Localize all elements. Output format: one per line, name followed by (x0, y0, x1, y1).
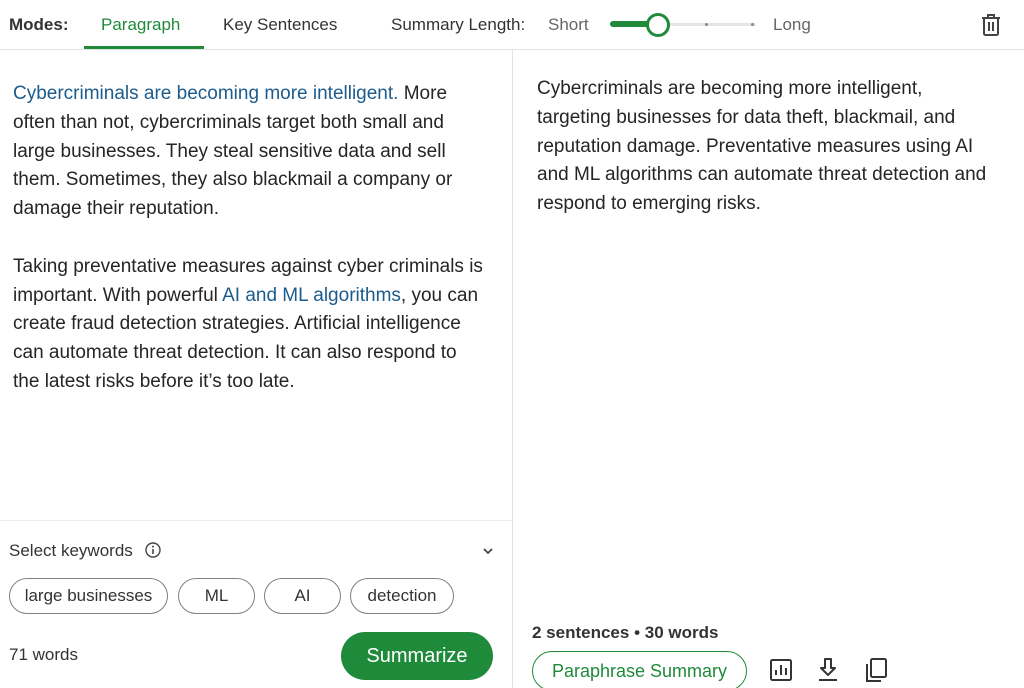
modes-label: Modes: (9, 15, 69, 34)
summary-word-count: 30 words (644, 623, 719, 642)
paraphrase-summary-button[interactable]: Paraphrase Summary (532, 651, 747, 688)
input-paragraph (13, 80, 483, 224)
trash-icon[interactable] (980, 13, 1002, 37)
toolbar (0, 0, 1024, 50)
stats-separator: • (634, 623, 641, 642)
keyword-chip[interactable]: ML (178, 578, 255, 614)
download-icon[interactable] (816, 657, 840, 683)
copy-icon[interactable] (864, 657, 888, 683)
keywords-title: Select keywords (9, 541, 133, 560)
keyword-chip[interactable]: detection (350, 578, 454, 614)
chevron-down-icon[interactable] (481, 544, 495, 558)
sentence-count: 2 sentences (532, 623, 630, 642)
tab-paragraph[interactable]: Paragraph (101, 15, 181, 34)
input-word-count: 71 words (9, 645, 78, 664)
slider-step-dot (705, 23, 708, 26)
summary-output: Cybercriminals are becoming more intelligent, targeting businesses for data theft, blackmail, and reputation damage. Preventative measures using AI and ML algorithms can automate threat detection and respond to emerging risks. (537, 78, 987, 215)
input-paragraph (13, 253, 483, 397)
tab-key-sentences[interactable]: Key Sentences (223, 15, 338, 34)
keyword-chip[interactable]: large businesses (9, 578, 168, 614)
summary-length-label: Summary Length: (391, 15, 526, 34)
slider-step-dot (751, 23, 754, 26)
input-text-area[interactable] (13, 80, 483, 426)
keywords-section (0, 520, 512, 688)
active-tab-indicator (84, 46, 204, 49)
highlighted-phrase: AI and ML algorithms (222, 284, 401, 306)
slider-thumb[interactable] (646, 13, 670, 37)
summarize-button[interactable]: Summarize (341, 632, 493, 680)
bar-chart-icon[interactable] (769, 657, 793, 683)
short-label: Short (548, 15, 589, 34)
paragraph-text: More often than not, cybercriminals target both small and large businesses. They steal sensitive data and sell them. Sometimes, they also blackmail a company or damage their reputation. (13, 83, 453, 220)
paragraph-text: , you can create fraud detection strategies. Artificial intelligence can automate threat detection. It can also respond to the latest risks before it’s too late. (13, 284, 479, 392)
highlighted-sentence: Cybercriminals are becoming more intelligent. (13, 83, 399, 104)
panel-divider (512, 50, 513, 688)
paragraph-text: Taking preventative measures against cyber criminals is important. With powerful (13, 255, 483, 306)
long-label: Long (773, 15, 811, 34)
summary-stats (532, 623, 718, 643)
summary-length-slider[interactable] (610, 14, 756, 36)
keyword-chip[interactable]: AI (264, 578, 341, 614)
info-icon[interactable] (145, 542, 161, 558)
